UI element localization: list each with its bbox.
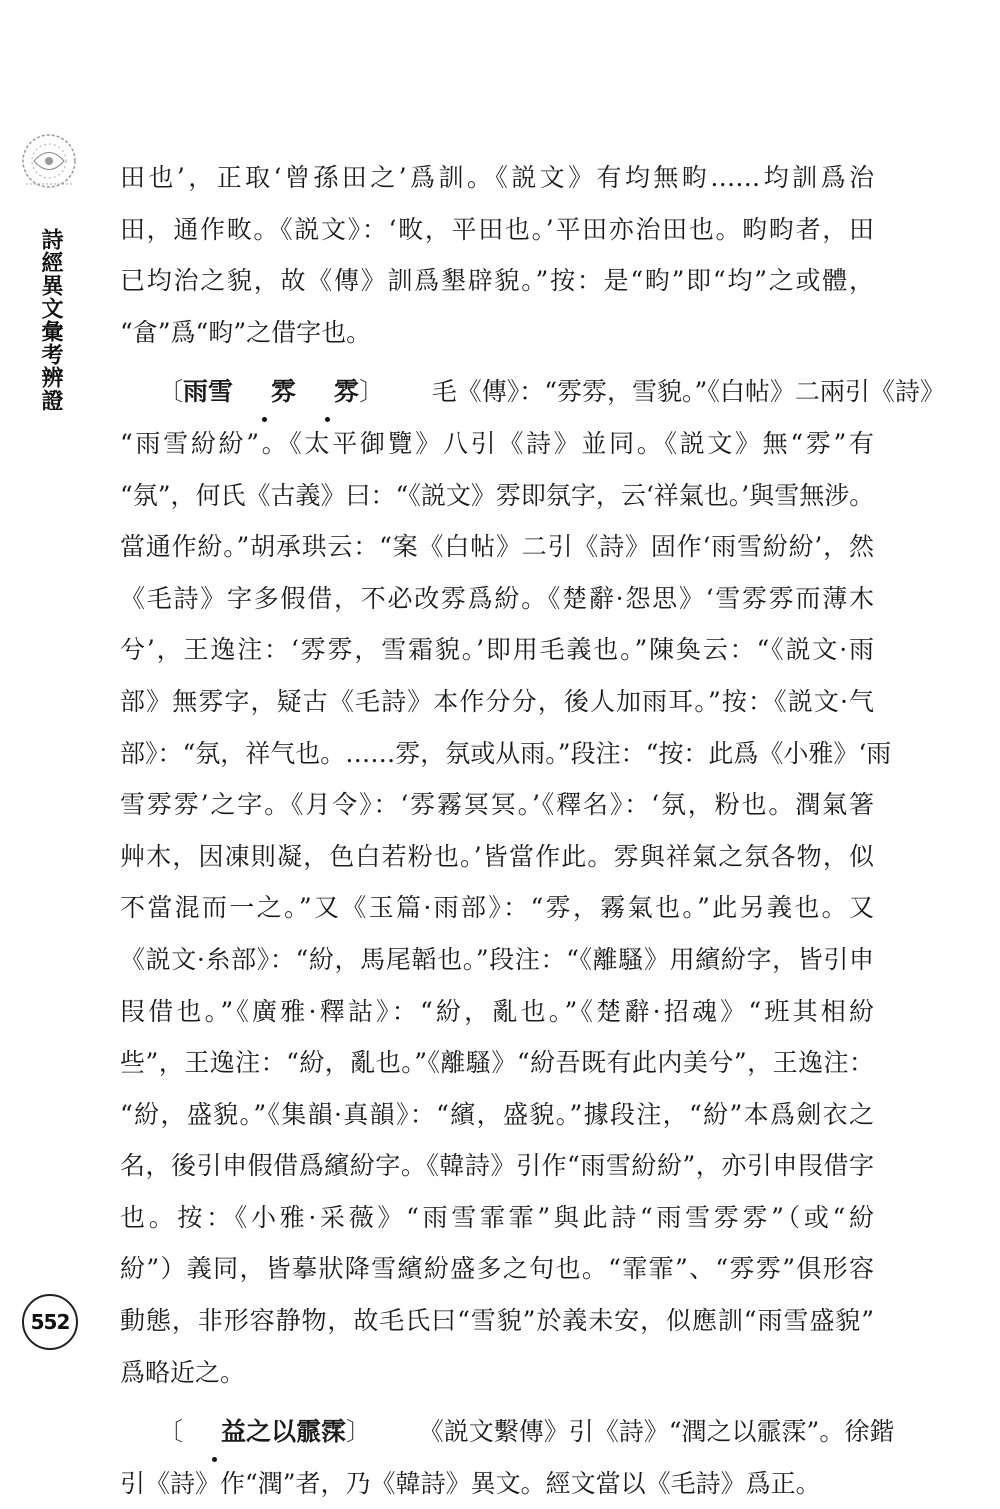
text-line: 也。按：《小雅·采薇》“雨雪霏霏”與此詩“雨雪雰雰”（或“紛 xyxy=(120,1202,874,1232)
entry-first-line xyxy=(120,1406,895,1458)
text-line: 《毛詩》字多假借，不必改雰爲紛。《楚辭·怨思》‘雪雰雰而薄木 xyxy=(120,583,874,613)
text-line: 動態，非形容静物，故毛氏曰“雪貌”於義未安，似應訓“雨雪盛貌” xyxy=(120,1306,874,1336)
text-line: 部》無雰字，疑古《毛詩》本作分分，後人加雨耳。”按：《説文·气 xyxy=(120,686,874,716)
text-line: 引《詩》作“潤”者，乃《韓詩》異文。經文當以《毛詩》爲正。 xyxy=(120,1468,821,1498)
entry-heading: 〔 益之以霢霂〕 xyxy=(158,1417,371,1446)
running-title: 詩經異文彙考辨證 xyxy=(38,228,63,412)
text-line: “雨雪紛紛”。《太平御覽》八引《詩》並同。《説文》無“雰”有 xyxy=(120,428,874,458)
entry-heading: 〔雨雪 雰 雰〕 xyxy=(158,377,384,406)
text-line: 當通作紛。”胡承珙云：“案《白帖》二引《詩》固作‘雨雪紛紛’，然 xyxy=(120,532,874,562)
text-line: 不當混而一之。”又《玉篇·雨部》：“雰，霧氣也。”此另義也。又 xyxy=(120,893,874,923)
text-line: 艸木，因凍則凝，色白若粉也。’皆當作此。雰與祥氣之氛各物，似 xyxy=(120,841,874,871)
text-line: 些”，王逸注：“紛，亂也。”《離騷》“紛吾既有此内美兮”，王逸注： xyxy=(120,1048,874,1078)
text-line: 雪雰雰’之字。《月令》：‘雰霧冥冥。’《釋名》：‘氛，粉也。潤氣箸 xyxy=(120,790,874,820)
page-number: 552 xyxy=(22,1294,78,1350)
text-line: “紛，盛貌。”《集韻·真韻》：“繽，盛貌。”據段注，“紛”本爲劍衣之 xyxy=(120,1099,874,1129)
text-line: “畣”爲“畇”之借字也。 xyxy=(120,317,372,347)
text-line: 《説文·糸部》：“紛，馬尾韜也。”段注：“《離騷》用繽紛字，皆引申 xyxy=(120,944,874,974)
text-line: 田也’，正取‘曾孫田之’爲訓。《説文》有均無畇……均訓爲治 xyxy=(120,163,874,192)
text-line: “氛”，何氏《古義》曰：“《説文》雰即氛字，云‘祥氣也。’與雪無涉。 xyxy=(120,480,875,510)
text-line: 爲略近之。 xyxy=(120,1357,246,1387)
text-line: 紛”）義同，皆摹狀降雪繽紛盛多之句也。“霏霏”、“雰雰”俱形容 xyxy=(120,1254,874,1284)
seal-ornament-icon xyxy=(18,130,80,192)
text-line: 叚借也。”《廣雅·釋詁》：“紛，亂也。”《楚辭·招魂》“班其相紛 xyxy=(120,996,874,1026)
paragraph-continued xyxy=(120,152,874,358)
text-line: 田，通作畋。《説文》：‘畋，平田也。’平田亦治田也。畇畇者，田 xyxy=(120,214,874,244)
text-line: 名，後引申假借爲繽紛字。《韓詩》引作“雨雪紛紛”，亦引申叚借字 xyxy=(120,1151,874,1181)
body-text xyxy=(120,152,945,1509)
entry-text: 毛《傳》：“雰雰，雪貌。”《白帖》二兩引《詩》 xyxy=(431,377,945,407)
entry-text: 《説文繫傳》引《詩》“潤之以霢霂”。徐鍇 xyxy=(418,1417,895,1447)
entry-yu-xue-fen-fen xyxy=(120,366,945,1398)
text-line: 兮’，王逸注：‘雰雰，雪霜貌。’即用毛義也。”陳奐云：“《説文·雨 xyxy=(120,635,874,665)
text-line: 部》：“氛，祥气也。……雰，氛或从雨。”段注：“按：此爲《小雅》‘雨 xyxy=(120,738,892,768)
entry-first-line xyxy=(120,366,945,418)
text-line: 已均治之貌，故《傳》訓爲墾辟貌。”按：是“畇”即“均”之或體， xyxy=(120,266,874,296)
entry-yi-zhi-yi-mai-mu xyxy=(120,1406,895,1509)
